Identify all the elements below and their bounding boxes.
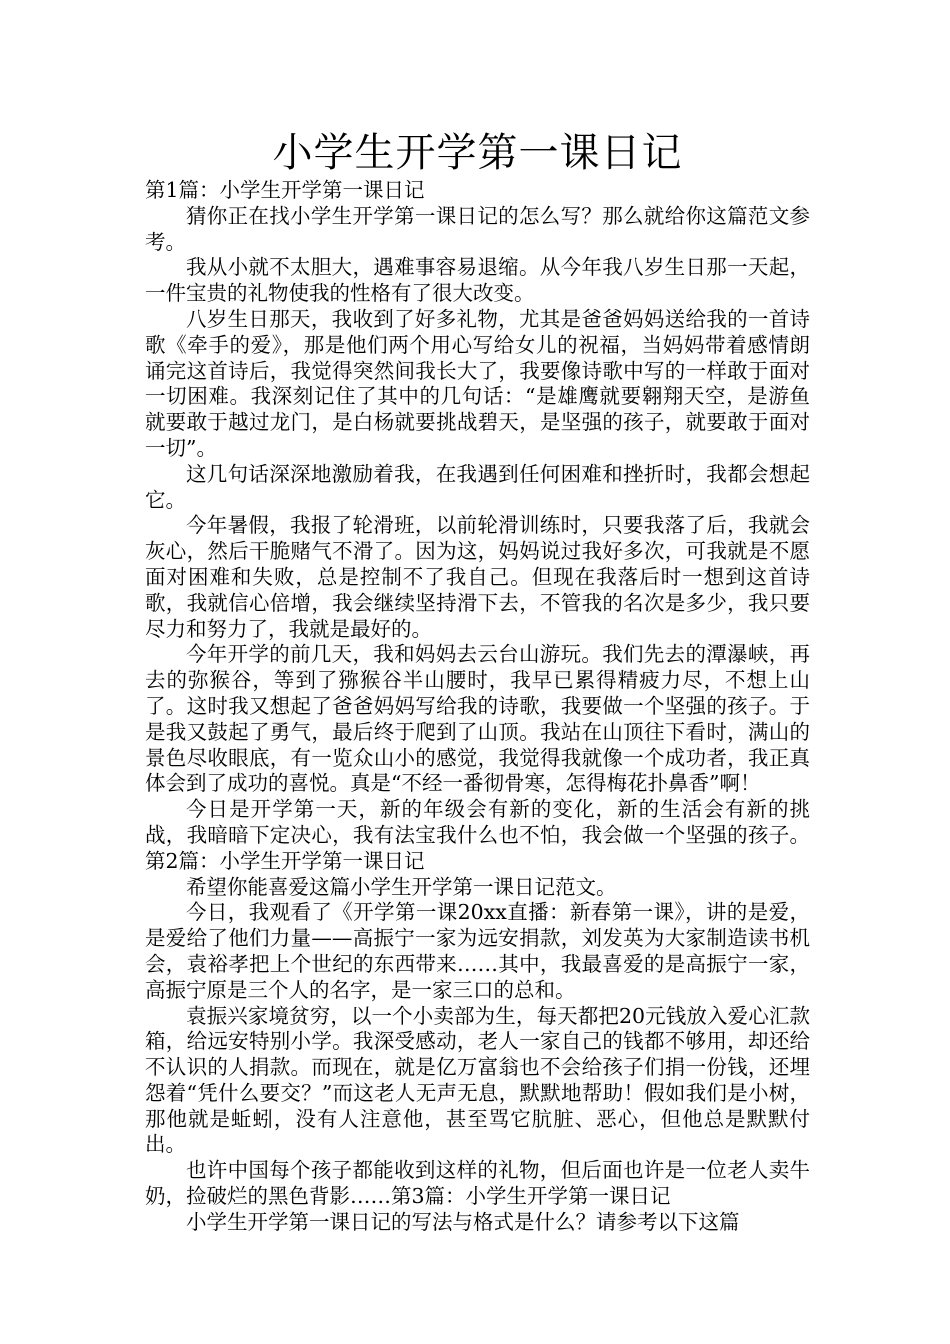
document-title: 小学生开学第一课日记	[272, 130, 683, 176]
paragraph-4: 八岁生日那天，我收到了好多礼物，尤其是爸爸妈妈送给我的一首诗歌《牵手的爱》，那是他们两个用心写给女儿的祝福，当妈妈带着感情朗诵完这首诗后，我觉得突然间我长大了，我要像诗歌中写的一样敢于面对一切困难。我深刻记住了其中的几句话：“是雄鹰就要翱翔天空，是游鱼就要敢于越过龙门，是白杨就要挑战碧天，是坚强的孩子，就要敢于面对一切”。	[145, 306, 810, 460]
paragraph-3: 我从小就不太胆大，遇难事容易退缩。从今年我八岁生日那一天起，一件宝贵的礼物使我的性格有了很大改变。	[145, 255, 810, 306]
paragraph-11: 袁振兴家境贫穷，以一个小卖部为生，每天都把20元钱放入爱心汇款箱，给远安特别小学。我深受感动，老人一家自己的钱都不够用，却还给不认识的人捐款。而现在，就是亿万富翁也不会给孩子们捐一份钱，还埋怨着“凭什么要交？”而这老人无声无息，默默地帮助！假如我们是小树，那他就是蚯蚓，没有人注意他，甚至骂它肮脏、恶心，但他总是默默付出。	[145, 1003, 810, 1157]
paragraph-8: 今日是开学第一天，新的年级会有新的变化，新的生活会有新的挑战，我暗暗下定决心，我有法宝我什么也不怕，我会做一个坚强的孩子。第2篇：小学生开学第一课日记	[145, 797, 810, 873]
paragraph-9: 希望你能喜爱这篇小学生开学第一课日记范文。	[186, 874, 617, 899]
paragraph-7: 今年开学的前几天，我和妈妈去云台山游玩。我们先去的潭瀑峡，再去的弥猴谷，等到了猕猴谷半山腰时，我早已累得精疲力尽，不想上山了。这时我又想起了爸爸妈妈写给我的诗歌，我要做一个坚强的孩子。于是我又鼓起了勇气，最后终于爬到了山顶。我站在山顶往下看时，满山的景色尽收眼底，有一览众山小的感觉，我觉得我就像一个成功者，我正真体会到了成功的喜悦。真是“不经一番彻骨寒，怎得梅花扑鼻香”啊！	[145, 642, 810, 796]
paragraph-13: 小学生开学第一课日记的写法与格式是什么？请参考以下这篇	[186, 1209, 740, 1234]
document-body	[145, 178, 810, 1236]
paragraph-1: 第1篇：小学生开学第一课日记	[145, 178, 425, 202]
paragraph-5: 这几句话深深地激励着我，在我遇到任何困难和挫折时，我都会想起它。	[145, 461, 810, 512]
paragraph-12: 也许中国每个孩子都能收到这样的礼物，但后面也许是一位老人卖牛奶，捡破烂的黑色背影……第3篇：小学生开学第一课日记	[145, 1158, 810, 1209]
paragraph-2: 猜你正在找小学生开学第一课日记的怎么写？那么就给你这篇范文参考。	[145, 203, 810, 254]
paragraph-10: 今日，我观看了《开学第一课20xx直播：新春第一课》，讲的是爱，是爱给了他们力量——高振宁一家为远安捐款，刘发英为大家制造读书机会，袁裕孝把上个世纪的东西带来……其中，我最喜爱的是高振宁一家，高振宁原是三个人的名字，是一家三口的总和。	[145, 900, 810, 1002]
document-page	[145, 0, 810, 1236]
paragraph-6: 今年暑假，我报了轮滑班，以前轮滑训练时，只要我落了后，我就会灰心，然后干脆赌气不滑了。因为这，妈妈说过我好多次，可我就是不愿面对困难和失败，总是控制不了我自己。但现在我落后时一想到这首诗歌，我就信心倍增，我会继续坚持滑下去，不管我的名次是多少，我只要尽力和努力了，我就是最好的。	[145, 513, 810, 641]
